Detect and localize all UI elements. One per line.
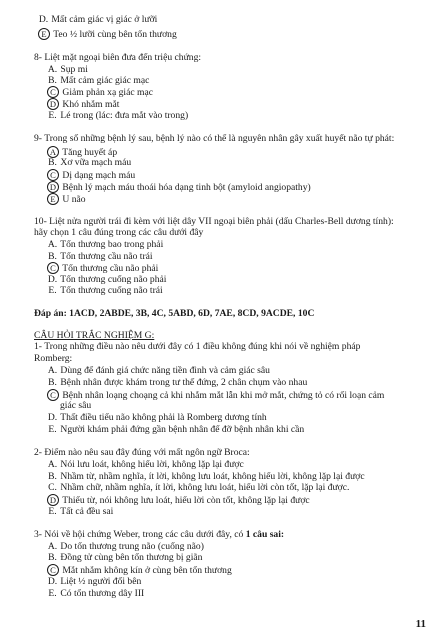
g3-option-E: E. Có tổn thương dây III: [48, 588, 145, 599]
option-D-prev: D. Mất cảm giác vị giác ở lưỡi: [38, 14, 158, 25]
option-E-prev: E Teo ½ lưỡi cùng bên tổn thương: [38, 28, 177, 40]
q9-option-B: B. Xơ vữa mạch máu: [48, 157, 132, 168]
g3-option-B: B. Đồng tử cùng bên tổn thương bị giãn: [48, 552, 203, 563]
g1-line1: 1- Trong những điều nào nêu dưới đây có 1 điều không đúng khi nói về nghiệm pháp: [34, 341, 361, 352]
g2-option-E: E. Tất cả đều sai: [48, 506, 114, 517]
q10-option-D: D. Tổn thương cuống não phải: [47, 274, 167, 285]
g3-question: 3- Nói về hội chứng Weber, trong các câu dưới đây, có 1 câu sai:: [34, 529, 285, 540]
g1-option-B: B. Bệnh nhân được khám trong tư thế đứng, 2 chân chụm vào nhau: [48, 377, 308, 388]
q8-option-A: A. Sụp mi: [47, 64, 88, 75]
q8-option-B: B. Mất cảm giác giác mạc: [48, 75, 150, 86]
q10-option-C: C Tổn thương cầu não phải: [47, 262, 158, 274]
g1-option-C: C Bệnh nhân loạng choạng cả khi nhắm mắt lẫn khi mở mắt, chứng tỏ có rối loạn cảm: [47, 389, 384, 401]
question-8: 8- Liệt mặt ngoại biên đưa đến triệu chứng:: [34, 52, 202, 63]
q8-option-C: C Giảm phản xạ giác mạc: [47, 86, 153, 98]
q10-option-E: E. Tổn thương cuống não trái: [48, 285, 163, 296]
g1-option-A: A. Dùng để đánh giá chức năng tiền đình và cảm giác sâu: [47, 365, 270, 376]
q10-option-B: B. Tổn thương cầu não trái: [48, 251, 153, 262]
g2-option-A: A. Nói lưu loát, không hiểu lời, không lặp lại được: [47, 459, 244, 470]
question-10-line2: hãy chọn 1 câu đúng trong các câu dưới đây: [34, 227, 204, 238]
answer-key: Đáp án: 1ACD, 2ABDE, 3B, 4C, 5ABD, 6D, 7AE, 8CD, 9ACDE, 10C: [34, 308, 315, 319]
g1-option-D: D. Thất điều tiểu não không phải là Romberg dương tính: [47, 412, 267, 423]
g2-question: 2- Điểm nào nêu sau đây đúng với mất ngôn ngữ Broca:: [34, 447, 250, 458]
g1-line2: Romberg:: [34, 353, 73, 364]
g2-option-C: C. Nhầm chữ, nhầm nghĩa, ít lời, không lưu loát, hiểu lời còn tốt, lặp lại được.: [48, 482, 350, 493]
page-number: 11: [415, 618, 426, 630]
g2-option-D: D Thiểu từ, nói không lưu loát, hiểu lời còn tốt, không lặp lại được: [47, 494, 310, 506]
q8-option-E: E. Lé trong (lác: đưa mắt vào trong): [48, 110, 189, 121]
q9-option-D: D Bệnh lý mạch máu thoái hóa dạng tinh bột (amyloid angiopathy): [47, 181, 311, 193]
g3-option-A: A. Do tổn thương trung não (cuống não): [47, 541, 204, 552]
g1-option-E: E. Người khám phải đứng gần bệnh nhân để đỡ bệnh nhân khi cần: [48, 424, 305, 435]
g3-option-D: D. Liệt ½ người đối bên: [47, 576, 142, 587]
q9-option-C: C Dị dạng mạch máu: [47, 169, 135, 181]
q9-option-A: A Tăng huyết áp: [47, 146, 117, 158]
g3-option-C: C Mắt nhắm không kín ở cùng bên tổn thương: [47, 564, 232, 576]
q8-option-D: D Khó nhắm mắt: [47, 98, 119, 110]
g1-option-C-cont: giác sâu: [60, 400, 92, 411]
question-10-line1: 10- Liệt nửa người trái đi kèm với liệt dây VII ngoại biên phải (dấu Charles-Bell dương tính):: [34, 216, 394, 227]
q9-option-E: E U não: [47, 193, 86, 205]
section-heading: CÂU HỎI TRẮC NGHIỆM G:: [34, 330, 155, 341]
question-9: 9- Trong số những bệnh lý sau, bệnh lý nào có thể là nguyên nhân gây xuất huyết não tự phát:: [34, 133, 395, 144]
q10-option-A: A. Tổn thương bao trong phải: [47, 239, 164, 250]
g2-option-B: B. Nhầm từ, nhầm nghĩa, ít lời, không lưu loát, không hiểu lời, không lặp lại được: [48, 471, 365, 482]
